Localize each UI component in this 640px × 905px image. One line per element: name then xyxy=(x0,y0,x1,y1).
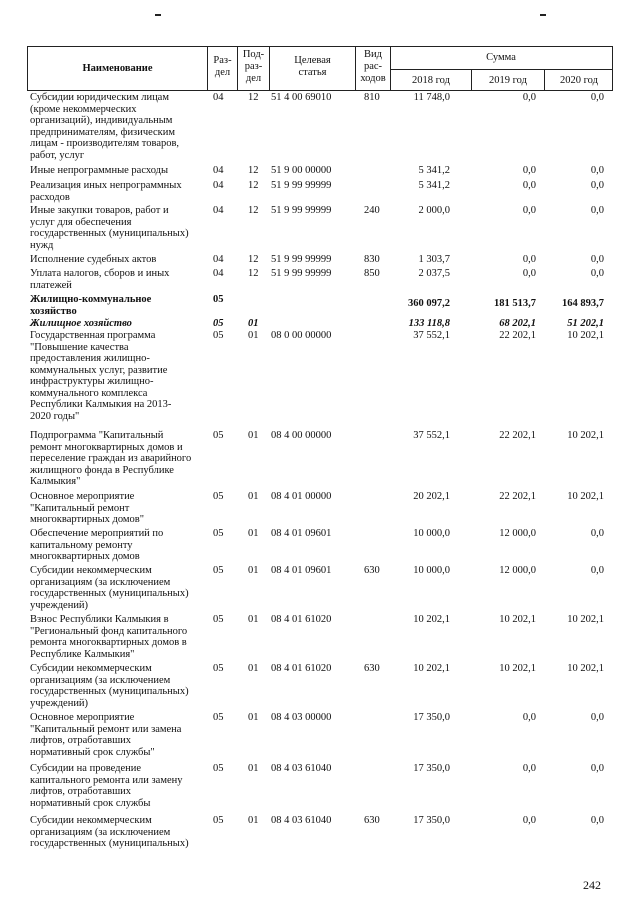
row-sum-2019: 0,0 xyxy=(522,165,536,176)
row-name: Субсидии некоммерческим организациям (за исключением государственных (муниципальных) учреждений) xyxy=(30,663,189,709)
row-sum-2019: 12 000,0 xyxy=(499,528,536,539)
row-sum-2018: 2 000,0 xyxy=(418,205,450,216)
row-sum-2018: 133 118,8 xyxy=(408,318,450,329)
header-2020: 2020 год xyxy=(560,75,598,86)
row-sum-2018: 37 552,1 xyxy=(413,330,450,341)
row-razdel: 04 xyxy=(213,92,224,103)
row-podrazdel: 12 xyxy=(248,254,259,265)
row-target: 08 0 00 00000 xyxy=(271,330,332,341)
row-name: Иные непрограммные расходы xyxy=(30,165,169,176)
row-name: Государственная программа "Повышение качества предоставления жилищно- коммунальных услуг, развитие инфраструктуры жилищно- коммунального комплекса Республики Калмыкия на 2013- 2020 годы" xyxy=(30,330,172,422)
row-vid: 850 xyxy=(364,268,380,279)
table-header xyxy=(27,46,613,91)
row-sum-2019: 0,0 xyxy=(522,180,536,191)
row-razdel: 05 xyxy=(213,430,224,441)
row-name: Уплата налогов, сборов и иных платежей xyxy=(30,268,170,291)
row-razdel: 05 xyxy=(213,294,224,305)
row-sum-2019: 181 513,7 xyxy=(494,298,536,309)
row-podrazdel: 01 xyxy=(248,330,259,341)
row-podrazdel: 01 xyxy=(248,430,259,441)
row-podrazdel: 01 xyxy=(248,614,259,625)
row-razdel: 05 xyxy=(213,815,224,826)
row-podrazdel: 12 xyxy=(248,165,259,176)
row-sum-2020: 0,0 xyxy=(590,712,604,723)
row-sum-2019: 0,0 xyxy=(522,815,536,826)
row-sum-2019: 10 202,1 xyxy=(499,663,536,674)
row-sum-2018: 5 341,2 xyxy=(418,165,450,176)
row-razdel: 05 xyxy=(213,614,224,625)
row-razdel: 05 xyxy=(213,318,224,329)
row-sum-2019: 68 202,1 xyxy=(499,318,536,329)
row-target: 08 4 01 61020 xyxy=(271,663,332,674)
row-razdel: 05 xyxy=(213,330,224,341)
row-sum-2018: 2 037,5 xyxy=(418,268,450,279)
row-podrazdel: 01 xyxy=(248,565,259,576)
row-vid: 240 xyxy=(364,205,380,216)
row-razdel: 05 xyxy=(213,763,224,774)
page-number: 242 xyxy=(583,878,601,892)
header-vid: Вид рас- ходов xyxy=(360,49,386,84)
row-target: 51 9 00 00000 xyxy=(271,165,332,176)
row-razdel: 04 xyxy=(213,165,224,176)
row-name: Подпрограмма "Капитальный ремонт многоквартирных домов и переселение граждан из аварийного жилищного фонда в Республике Калмыкия" xyxy=(30,430,192,487)
row-target: 08 4 03 61040 xyxy=(271,763,332,774)
row-sum-2018: 10 000,0 xyxy=(413,565,450,576)
row-sum-2018: 5 341,2 xyxy=(418,180,450,191)
row-sum-2018: 10 202,1 xyxy=(413,614,450,625)
row-sum-2020: 0,0 xyxy=(590,165,604,176)
row-podrazdel: 01 xyxy=(248,491,259,502)
row-name: Основное мероприятие "Капитальный ремонт или замена лифтов, отработавших нормативный срок службы" xyxy=(30,712,182,758)
header-razdel: Раз- дел xyxy=(213,55,232,78)
row-target: 08 4 01 61020 xyxy=(271,614,332,625)
row-sum-2020: 0,0 xyxy=(590,268,604,279)
row-sum-2018: 17 350,0 xyxy=(413,763,450,774)
row-podrazdel: 12 xyxy=(248,268,259,279)
row-razdel: 04 xyxy=(213,180,224,191)
row-vid: 630 xyxy=(364,815,380,826)
row-razdel: 04 xyxy=(213,205,224,216)
row-sum-2019: 0,0 xyxy=(522,92,536,103)
row-razdel: 04 xyxy=(213,254,224,265)
row-sum-2018: 17 350,0 xyxy=(413,815,450,826)
row-sum-2020: 10 202,1 xyxy=(567,430,604,441)
row-target: 51 9 99 99999 xyxy=(271,254,332,265)
row-sum-2019: 0,0 xyxy=(522,205,536,216)
row-podrazdel: 01 xyxy=(248,712,259,723)
row-sum-2020: 0,0 xyxy=(590,565,604,576)
row-sum-2019: 12 000,0 xyxy=(499,565,536,576)
row-name: Основное мероприятие "Капитальный ремонт многоквартирных домов" xyxy=(30,491,145,525)
row-sum-2020: 10 202,1 xyxy=(567,330,604,341)
header-2019: 2019 год xyxy=(489,75,527,86)
row-target: 08 4 00 00000 xyxy=(271,430,332,441)
row-sum-2019: 22 202,1 xyxy=(499,430,536,441)
row-target: 08 4 03 00000 xyxy=(271,712,332,723)
scan-mark xyxy=(540,14,546,16)
row-podrazdel: 01 xyxy=(248,528,259,539)
row-name: Субсидии на проведение капитального ремонта или замену лифтов, отработавших нормативный срок службы xyxy=(30,763,183,809)
row-podrazdel: 12 xyxy=(248,92,259,103)
row-target: 51 9 99 99999 xyxy=(271,268,332,279)
row-razdel: 05 xyxy=(213,565,224,576)
row-target: 08 4 01 09601 xyxy=(271,565,332,576)
row-sum-2019: 10 202,1 xyxy=(499,614,536,625)
row-razdel: 05 xyxy=(213,663,224,674)
row-name: Жилищно-коммунальное хозяйство xyxy=(30,294,152,317)
row-vid: 630 xyxy=(364,565,380,576)
row-podrazdel: 12 xyxy=(248,180,259,191)
row-sum-2019: 0,0 xyxy=(522,254,536,265)
row-name: Субсидии некоммерческим организациям (за исключением государственных (муниципальных) учреждений) xyxy=(30,565,189,611)
header-sum: Сумма xyxy=(486,52,516,63)
row-podrazdel: 01 xyxy=(248,318,259,329)
header-name: Наименование xyxy=(82,63,153,74)
row-razdel: 04 xyxy=(213,268,224,279)
row-sum-2018: 11 748,0 xyxy=(413,92,450,103)
row-target: 51 4 00 69010 xyxy=(271,92,332,103)
row-name: Жилищное хозяйство xyxy=(30,318,132,329)
row-target: 08 4 01 00000 xyxy=(271,491,332,502)
row-name: Реализация иных непрограммных расходов xyxy=(30,180,182,203)
row-sum-2018: 360 097,2 xyxy=(408,298,450,309)
row-sum-2018: 17 350,0 xyxy=(413,712,450,723)
row-sum-2020: 164 893,7 xyxy=(562,298,604,309)
row-sum-2020: 0,0 xyxy=(590,205,604,216)
header-2018: 2018 год xyxy=(412,75,450,86)
row-razdel: 05 xyxy=(213,491,224,502)
row-target: 51 9 99 99999 xyxy=(271,205,332,216)
row-podrazdel: 01 xyxy=(248,663,259,674)
row-sum-2019: 22 202,1 xyxy=(499,330,536,341)
row-sum-2020: 0,0 xyxy=(590,180,604,191)
row-vid: 810 xyxy=(364,92,380,103)
row-podrazdel: 01 xyxy=(248,763,259,774)
row-name: Субсидии юридическим лицам (кроме некоммерческих организаций), индивидуальным предпринимателям, физическим лицам - производителям товаров, работ, услуг xyxy=(30,92,180,161)
row-sum-2020: 10 202,1 xyxy=(567,663,604,674)
row-sum-2020: 0,0 xyxy=(590,763,604,774)
header-target: Целевая статья xyxy=(294,55,331,78)
row-sum-2019: 0,0 xyxy=(522,712,536,723)
row-sum-2020: 0,0 xyxy=(590,92,604,103)
row-sum-2020: 0,0 xyxy=(590,528,604,539)
row-target: 51 9 99 99999 xyxy=(271,180,332,191)
row-vid: 630 xyxy=(364,663,380,674)
row-sum-2019: 0,0 xyxy=(522,268,536,279)
row-sum-2020: 10 202,1 xyxy=(567,614,604,625)
row-sum-2018: 10 202,1 xyxy=(413,663,450,674)
row-name: Иные закупки товаров, работ и услуг для обеспечения государственных (муниципальных) нужд xyxy=(30,205,189,251)
row-sum-2018: 1 303,7 xyxy=(418,254,450,265)
row-vid: 830 xyxy=(364,254,380,265)
row-sum-2019: 0,0 xyxy=(522,763,536,774)
row-sum-2019: 22 202,1 xyxy=(499,491,536,502)
row-sum-2018: 20 202,1 xyxy=(413,491,450,502)
row-name: Исполнение судебных актов xyxy=(30,254,157,265)
row-razdel: 05 xyxy=(213,712,224,723)
row-name: Взнос Республики Калмыкия в "Региональный фонд капитального ремонта многоквартирных домов в Республике Калмыкия" xyxy=(30,614,188,660)
row-name: Субсидии некоммерческим организациям (за исключением государственных (муниципальных) xyxy=(30,815,189,849)
row-podrazdel: 12 xyxy=(248,205,259,216)
row-sum-2020: 0,0 xyxy=(590,254,604,265)
row-sum-2018: 37 552,1 xyxy=(413,430,450,441)
row-razdel: 05 xyxy=(213,528,224,539)
row-sum-2020: 51 202,1 xyxy=(567,318,604,329)
row-sum-2018: 10 000,0 xyxy=(413,528,450,539)
scan-mark xyxy=(155,14,161,16)
row-podrazdel: 01 xyxy=(248,815,259,826)
row-name: Обеспечение мероприятий по капитальному ремонту многоквартирных домов xyxy=(30,528,164,562)
row-sum-2020: 10 202,1 xyxy=(567,491,604,502)
header-podrazdel: Под- раз- дел xyxy=(242,49,265,84)
row-sum-2020: 0,0 xyxy=(590,815,604,826)
row-target: 08 4 01 09601 xyxy=(271,528,332,539)
row-target: 08 4 03 61040 xyxy=(271,815,332,826)
